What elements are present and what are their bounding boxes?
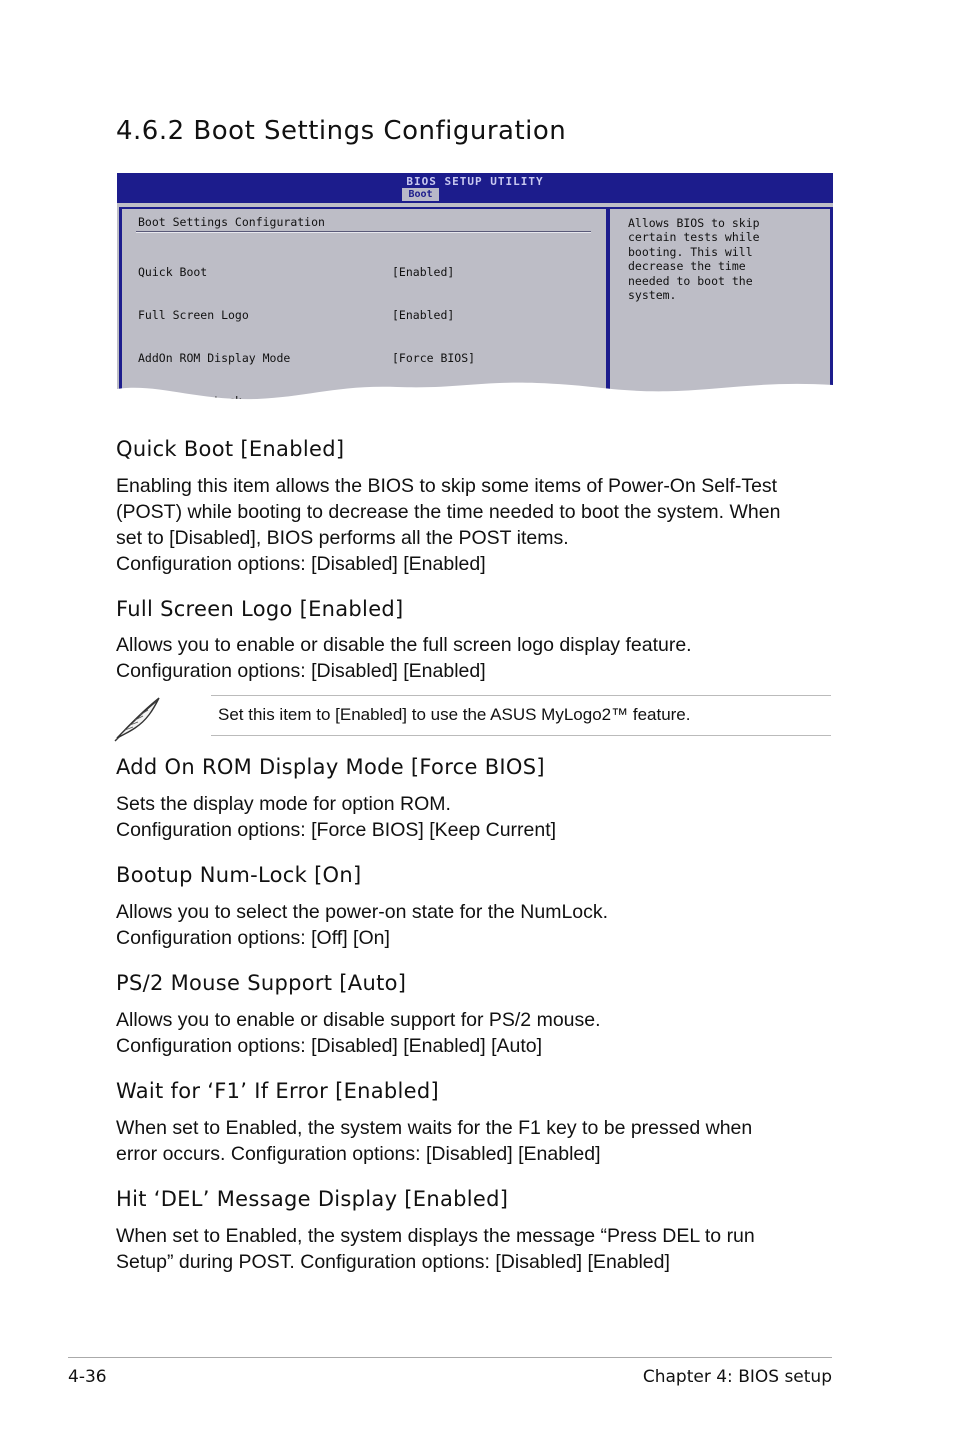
paragraph-ps2-mouse-support bbox=[116, 1007, 836, 1059]
bios-header bbox=[117, 173, 833, 203]
text-line: Configuration options: [Disabled] [Enabled] bbox=[116, 660, 486, 682]
bios-help-line: decrease the time bbox=[628, 259, 746, 274]
text-line: Sets the display mode for option ROM. bbox=[116, 793, 451, 815]
bios-tab-boot: Boot bbox=[402, 188, 439, 201]
bios-item-value: [Enabled] bbox=[392, 308, 455, 323]
text-line: Configuration options: [Disabled] [Enabled] bbox=[116, 553, 486, 575]
bios-header-title: BIOS SETUP UTILITY bbox=[406, 175, 544, 188]
page-number: 4-36 bbox=[68, 1367, 107, 1387]
chapter-label: Chapter 4: BIOS setup bbox=[642, 1367, 832, 1387]
text-line: error occurs. Configuration options: [Disabled] [Enabled] bbox=[116, 1143, 601, 1165]
bios-help-line: Allows BIOS to skip bbox=[628, 216, 760, 230]
text-line: Allows you to enable or disable support for PS/2 mouse. bbox=[116, 1009, 601, 1031]
bios-panel-title: Boot Settings Configuration bbox=[138, 215, 325, 229]
text-line: Configuration options: [Off] [On] bbox=[116, 927, 390, 949]
text-line: set to [Disabled], BIOS performs all the POST items. bbox=[116, 527, 569, 549]
bios-screenshot bbox=[117, 173, 833, 415]
bios-help-text bbox=[628, 216, 818, 302]
paragraph-bootup-num-lock bbox=[116, 899, 836, 951]
bios-item-label: AddOn ROM Display Mode bbox=[138, 351, 291, 366]
heading-wait-for-f1: Wait for ‘F1’ If Error [Enabled] bbox=[116, 1079, 440, 1103]
bios-help-line: certain tests while bbox=[628, 230, 760, 245]
bios-item-label: Full Screen Logo bbox=[138, 308, 249, 323]
text-line: Configuration options: [Disabled] [Enabled] [Auto] bbox=[116, 1035, 543, 1057]
heading-full-screen-logo: Full Screen Logo [Enabled] bbox=[116, 597, 404, 621]
bios-item-full-screen-logo bbox=[138, 308, 598, 322]
bios-item-value: [Enabled] bbox=[392, 264, 455, 279]
paragraph-full-screen-logo bbox=[116, 632, 836, 684]
note-box bbox=[211, 695, 831, 736]
bios-divider bbox=[136, 231, 591, 233]
heading-hit-del-message: Hit ‘DEL’ Message Display [Enabled] bbox=[116, 1187, 509, 1211]
bios-item-label: Quick Boot bbox=[138, 264, 208, 279]
paragraph-addon-rom-display-mode bbox=[116, 791, 836, 843]
heading-quick-boot: Quick Boot [Enabled] bbox=[116, 437, 345, 461]
text-line: Setup” during POST. Configuration options: [Disabled] [Enabled] bbox=[116, 1251, 670, 1273]
text-line: Allows you to select the power-on state for the NumLock. bbox=[116, 901, 609, 923]
note-text: Set this item to [Enabled] to use the ASUS MyLogo2™ feature. bbox=[218, 705, 691, 724]
bios-help-line: system. bbox=[628, 288, 677, 303]
heading-bootup-num-lock: Bootup Num-Lock [On] bbox=[116, 863, 362, 887]
heading-addon-rom-display-mode: Add On ROM Display Mode [Force BIOS] bbox=[116, 755, 545, 779]
paragraph-wait-for-f1 bbox=[116, 1115, 836, 1167]
torn-edge bbox=[117, 379, 833, 415]
bios-item-addon-rom-display-mode bbox=[138, 351, 598, 365]
section-title: 4.6.2 Boot Settings Configuration bbox=[116, 116, 567, 146]
bios-item-value: [Force BIOS] bbox=[392, 351, 476, 366]
footer-divider bbox=[68, 1357, 832, 1358]
text-line: Enabling this item allows the BIOS to skip some items of Power-On Self-Test bbox=[116, 475, 778, 497]
heading-ps2-mouse-support: PS/2 Mouse Support [Auto] bbox=[116, 971, 407, 995]
text-line: When set to Enabled, the system displays the message “Press DEL to run bbox=[116, 1225, 755, 1247]
paragraph-quick-boot bbox=[116, 473, 836, 577]
text-line: Allows you to enable or disable the full screen logo display feature. bbox=[116, 634, 692, 656]
text-line: (POST) while booting to decrease the time needed to boot the system. When bbox=[116, 501, 781, 523]
text-line: When set to Enabled, the system waits for the F1 key to be pressed when bbox=[116, 1117, 753, 1139]
paragraph-hit-del-message bbox=[116, 1223, 836, 1275]
feather-pen-icon bbox=[113, 694, 165, 742]
bios-help-line: booting. This will bbox=[628, 244, 753, 259]
bios-item-quick-boot bbox=[138, 265, 598, 279]
bios-help-line: needed to boot the bbox=[628, 273, 753, 288]
text-line: Configuration options: [Force BIOS] [Keep Current] bbox=[116, 819, 557, 841]
